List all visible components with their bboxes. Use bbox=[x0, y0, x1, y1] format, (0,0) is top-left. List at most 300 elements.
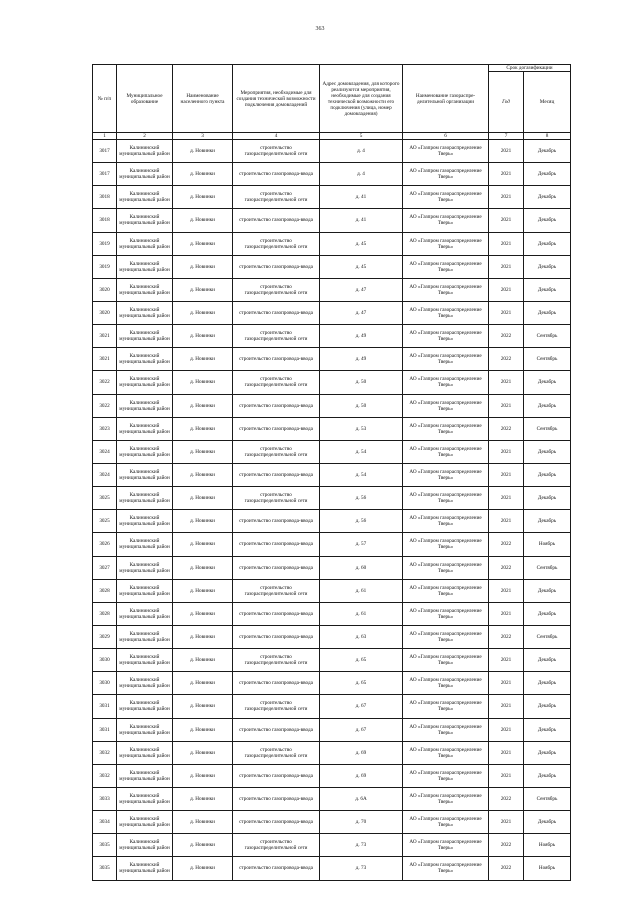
cell-municipality: Калининский муниципальный район bbox=[117, 440, 173, 463]
cell-month: Декабрь bbox=[524, 602, 571, 625]
cell-measure: строительство газопровода-ввода bbox=[233, 718, 320, 741]
cell-address: д. 49 bbox=[320, 325, 403, 348]
cell-measure: строительство газораспределительной сети bbox=[233, 325, 320, 348]
cell-municipality: Калининский муниципальный район bbox=[117, 672, 173, 695]
cell-measure: строительство газопровода-ввода bbox=[233, 811, 320, 834]
cell-settlement: д. Новинки bbox=[173, 764, 233, 787]
cell-measure: строительство газопровода-ввода bbox=[233, 209, 320, 232]
table-row bbox=[93, 811, 571, 834]
cell-year: 2021 bbox=[489, 649, 524, 672]
cell-measure: строительство газопровода-ввода bbox=[233, 672, 320, 695]
cell-month: Декабрь bbox=[524, 371, 571, 394]
cell-year: 2021 bbox=[489, 163, 524, 186]
cell-municipality: Калининский муниципальный район bbox=[117, 487, 173, 510]
table-row bbox=[93, 394, 571, 417]
cell-settlement: д. Новинки bbox=[173, 301, 233, 324]
table-header bbox=[93, 65, 571, 140]
cell-org: АО «Газпром газораспределение Тверь» bbox=[403, 301, 489, 324]
cell-month: Декабрь bbox=[524, 811, 571, 834]
cell-month: Сентябрь bbox=[524, 348, 571, 371]
cell-number: 3018 bbox=[93, 209, 117, 232]
table-row bbox=[93, 417, 571, 440]
cell-municipality: Калининский муниципальный район bbox=[117, 510, 173, 533]
cell-municipality: Калининский муниципальный район bbox=[117, 811, 173, 834]
cell-municipality: Калининский муниципальный район bbox=[117, 579, 173, 602]
cell-settlement: д. Новинки bbox=[173, 278, 233, 301]
table-row bbox=[93, 325, 571, 348]
cell-measure: строительство газопровода-ввода bbox=[233, 533, 320, 556]
cell-municipality: Калининский муниципальный район bbox=[117, 163, 173, 186]
cell-number: 3025 bbox=[93, 487, 117, 510]
cell-settlement: д. Новинки bbox=[173, 255, 233, 278]
header-deadline: Срок догазификации bbox=[489, 65, 571, 72]
cell-org: АО «Газпром газораспределение Тверь» bbox=[403, 811, 489, 834]
cell-number: 3032 bbox=[93, 741, 117, 764]
cell-address: д. 65 bbox=[320, 672, 403, 695]
cell-address: д. 54 bbox=[320, 463, 403, 486]
cell-address: д. 73 bbox=[320, 834, 403, 857]
cell-settlement: д. Новинки bbox=[173, 556, 233, 579]
cell-address: д. 47 bbox=[320, 301, 403, 324]
cell-settlement: д. Новинки bbox=[173, 510, 233, 533]
cell-address: д. 61 bbox=[320, 579, 403, 602]
cell-number: 3028 bbox=[93, 602, 117, 625]
cell-settlement: д. Новинки bbox=[173, 487, 233, 510]
header-org: Наименование газораспре-делительной организации bbox=[403, 65, 489, 133]
schedule-table bbox=[92, 64, 571, 881]
cell-settlement: д. Новинки bbox=[173, 232, 233, 255]
cell-number: 3021 bbox=[93, 325, 117, 348]
table-row bbox=[93, 672, 571, 695]
cell-number: 3024 bbox=[93, 440, 117, 463]
cell-address: д. 60 bbox=[320, 556, 403, 579]
cell-org: АО «Газпром газораспределение Тверь» bbox=[403, 649, 489, 672]
cell-municipality: Калининский муниципальный район bbox=[117, 325, 173, 348]
cell-org: АО «Газпром газораспределение Тверь» bbox=[403, 255, 489, 278]
table-row bbox=[93, 440, 571, 463]
cell-number: 3023 bbox=[93, 417, 117, 440]
cell-settlement: д. Новинки bbox=[173, 857, 233, 880]
cell-month: Ноябрь bbox=[524, 857, 571, 880]
cell-settlement: д. Новинки bbox=[173, 440, 233, 463]
table-row bbox=[93, 741, 571, 764]
cell-number: 3035 bbox=[93, 834, 117, 857]
cell-measure: строительство газораспределительной сети bbox=[233, 649, 320, 672]
cell-org: АО «Газпром газораспределение Тверь» bbox=[403, 232, 489, 255]
cell-municipality: Калининский муниципальный район bbox=[117, 348, 173, 371]
cell-org: АО «Газпром газораспределение Тверь» bbox=[403, 695, 489, 718]
cell-org: АО «Газпром газораспределение Тверь» bbox=[403, 764, 489, 787]
cell-org: АО «Газпром газораспределение Тверь» bbox=[403, 163, 489, 186]
page-number: 363 bbox=[315, 26, 325, 32]
cell-settlement: д. Новинки bbox=[173, 348, 233, 371]
cell-year: 2022 bbox=[489, 834, 524, 857]
cell-org: АО «Газпром газораспределение Тверь» bbox=[403, 209, 489, 232]
header-municipality: Муниципальное образование bbox=[117, 65, 173, 133]
header-num: № п/п bbox=[93, 65, 117, 133]
cell-month: Декабрь bbox=[524, 695, 571, 718]
table-row bbox=[93, 533, 571, 556]
table-row bbox=[93, 232, 571, 255]
cell-settlement: д. Новинки bbox=[173, 394, 233, 417]
cell-settlement: д. Новинки bbox=[173, 163, 233, 186]
cell-settlement: д. Новинки bbox=[173, 718, 233, 741]
cell-year: 2022 bbox=[489, 857, 524, 880]
cell-measure: строительство газораспределительной сети bbox=[233, 579, 320, 602]
header-index-row bbox=[93, 133, 571, 140]
cell-municipality: Калининский муниципальный район bbox=[117, 649, 173, 672]
cell-org: АО «Газпром газораспределение Тверь» bbox=[403, 533, 489, 556]
cell-address: д. 63 bbox=[320, 625, 403, 648]
cell-measure: строительство газораспределительной сети bbox=[233, 186, 320, 209]
table-row bbox=[93, 625, 571, 648]
cell-address: д. 67 bbox=[320, 695, 403, 718]
cell-address: д. 54 bbox=[320, 440, 403, 463]
cell-number: 3033 bbox=[93, 787, 117, 810]
cell-number: 3017 bbox=[93, 140, 117, 163]
table-row bbox=[93, 140, 571, 163]
cell-org: АО «Газпром газораспределение Тверь» bbox=[403, 857, 489, 880]
cell-municipality: Калининский муниципальный район bbox=[117, 834, 173, 857]
cell-year: 2021 bbox=[489, 278, 524, 301]
cell-settlement: д. Новинки bbox=[173, 672, 233, 695]
cell-year: 2021 bbox=[489, 487, 524, 510]
cell-org: АО «Газпром газораспределение Тверь» bbox=[403, 556, 489, 579]
cell-measure: строительство газораспределительной сети bbox=[233, 278, 320, 301]
cell-measure: строительство газораспределительной сети bbox=[233, 140, 320, 163]
cell-settlement: д. Новинки bbox=[173, 533, 233, 556]
cell-number: 3029 bbox=[93, 625, 117, 648]
cell-address: д. 50 bbox=[320, 394, 403, 417]
header-year: Год bbox=[489, 72, 524, 133]
cell-address: д. 45 bbox=[320, 232, 403, 255]
cell-year: 2022 bbox=[489, 533, 524, 556]
cell-year: 2021 bbox=[489, 811, 524, 834]
cell-municipality: Калининский муниципальный район bbox=[117, 301, 173, 324]
cell-municipality: Калининский муниципальный район bbox=[117, 602, 173, 625]
table-row bbox=[93, 718, 571, 741]
cell-address: д. 47 bbox=[320, 278, 403, 301]
cell-year: 2021 bbox=[489, 371, 524, 394]
cell-year: 2021 bbox=[489, 510, 524, 533]
cell-year: 2021 bbox=[489, 440, 524, 463]
cell-year: 2021 bbox=[489, 186, 524, 209]
cell-municipality: Калининский муниципальный район bbox=[117, 857, 173, 880]
cell-month: Декабрь bbox=[524, 278, 571, 301]
table-row bbox=[93, 487, 571, 510]
header-index: 3 bbox=[173, 133, 233, 140]
cell-measure: строительство газопровода-ввода bbox=[233, 394, 320, 417]
cell-org: АО «Газпром газораспределение Тверь» bbox=[403, 718, 489, 741]
cell-org: АО «Газпром газораспределение Тверь» bbox=[403, 325, 489, 348]
cell-org: АО «Газпром газораспределение Тверь» bbox=[403, 394, 489, 417]
cell-month: Декабрь bbox=[524, 394, 571, 417]
cell-address: д. 49 bbox=[320, 348, 403, 371]
header-index: 2 bbox=[117, 133, 173, 140]
cell-address: д. 50 bbox=[320, 371, 403, 394]
cell-settlement: д. Новинки bbox=[173, 741, 233, 764]
cell-measure: строительство газораспределительной сети bbox=[233, 487, 320, 510]
table-row bbox=[93, 163, 571, 186]
cell-month: Декабрь bbox=[524, 510, 571, 533]
cell-measure: строительство газопровода-ввода bbox=[233, 348, 320, 371]
cell-municipality: Калининский муниципальный район bbox=[117, 741, 173, 764]
cell-measure: строительство газопровода-ввода bbox=[233, 510, 320, 533]
cell-address: д. 69 bbox=[320, 741, 403, 764]
table-body bbox=[93, 140, 571, 881]
cell-municipality: Калининский муниципальный район bbox=[117, 232, 173, 255]
cell-year: 2021 bbox=[489, 741, 524, 764]
cell-month: Декабрь bbox=[524, 672, 571, 695]
cell-address: д. 65 bbox=[320, 649, 403, 672]
cell-settlement: д. Новинки bbox=[173, 417, 233, 440]
cell-address: д. 56 bbox=[320, 487, 403, 510]
table-row bbox=[93, 857, 571, 880]
table-row bbox=[93, 556, 571, 579]
cell-measure: строительство газопровода-ввода bbox=[233, 764, 320, 787]
cell-municipality: Калининский муниципальный район bbox=[117, 186, 173, 209]
cell-year: 2021 bbox=[489, 463, 524, 486]
cell-org: АО «Газпром газораспределение Тверь» bbox=[403, 186, 489, 209]
table-row bbox=[93, 255, 571, 278]
cell-year: 2022 bbox=[489, 787, 524, 810]
cell-municipality: Калининский муниципальный район bbox=[117, 394, 173, 417]
cell-settlement: д. Новинки bbox=[173, 695, 233, 718]
cell-municipality: Калининский муниципальный район bbox=[117, 787, 173, 810]
cell-month: Декабрь bbox=[524, 440, 571, 463]
cell-number: 3030 bbox=[93, 649, 117, 672]
cell-number: 3027 bbox=[93, 556, 117, 579]
cell-number: 3018 bbox=[93, 186, 117, 209]
cell-month: Декабрь bbox=[524, 718, 571, 741]
cell-month: Декабрь bbox=[524, 649, 571, 672]
cell-measure: строительство газопровода-ввода bbox=[233, 857, 320, 880]
header-index: 6 bbox=[403, 133, 489, 140]
table-row bbox=[93, 764, 571, 787]
table-row bbox=[93, 209, 571, 232]
cell-number: 3026 bbox=[93, 533, 117, 556]
cell-month: Декабрь bbox=[524, 301, 571, 324]
cell-number: 3032 bbox=[93, 764, 117, 787]
cell-org: АО «Газпром газораспределение Тверь» bbox=[403, 787, 489, 810]
cell-measure: строительство газораспределительной сети bbox=[233, 371, 320, 394]
cell-month: Декабрь bbox=[524, 764, 571, 787]
cell-settlement: д. Новинки bbox=[173, 579, 233, 602]
cell-settlement: д. Новинки bbox=[173, 325, 233, 348]
cell-year: 2021 bbox=[489, 140, 524, 163]
cell-address: д. 45 bbox=[320, 255, 403, 278]
cell-month: Декабрь bbox=[524, 255, 571, 278]
cell-address: д. 41 bbox=[320, 186, 403, 209]
cell-year: 2021 bbox=[489, 672, 524, 695]
cell-municipality: Калининский муниципальный район bbox=[117, 255, 173, 278]
header-index: 4 bbox=[233, 133, 320, 140]
cell-month: Декабрь bbox=[524, 209, 571, 232]
cell-municipality: Калининский муниципальный район bbox=[117, 625, 173, 648]
cell-org: АО «Газпром газораспределение Тверь» bbox=[403, 371, 489, 394]
cell-year: 2021 bbox=[489, 301, 524, 324]
cell-municipality: Калининский муниципальный район bbox=[117, 417, 173, 440]
cell-address: д. 4 bbox=[320, 163, 403, 186]
cell-settlement: д. Новинки bbox=[173, 811, 233, 834]
cell-address: д. 41 bbox=[320, 209, 403, 232]
cell-org: АО «Газпром газораспределение Тверь» bbox=[403, 834, 489, 857]
cell-measure: строительство газораспределительной сети bbox=[233, 741, 320, 764]
cell-address: д. 57 bbox=[320, 533, 403, 556]
cell-settlement: д. Новинки bbox=[173, 209, 233, 232]
cell-number: 3017 bbox=[93, 163, 117, 186]
cell-municipality: Калининский муниципальный район bbox=[117, 140, 173, 163]
cell-settlement: д. Новинки bbox=[173, 649, 233, 672]
cell-address: д. 4 bbox=[320, 140, 403, 163]
header-address: Адрес домовладения, для которого реализуются мероприятия, необходимые для создания технической возможности его подключения (улица, номер домовладения) bbox=[320, 65, 403, 133]
cell-month: Декабрь bbox=[524, 232, 571, 255]
cell-year: 2021 bbox=[489, 255, 524, 278]
cell-measure: строительство газораспределительной сети bbox=[233, 440, 320, 463]
table-row bbox=[93, 463, 571, 486]
cell-address: д. 61 bbox=[320, 602, 403, 625]
cell-settlement: д. Новинки bbox=[173, 140, 233, 163]
cell-year: 2021 bbox=[489, 718, 524, 741]
cell-year: 2022 bbox=[489, 325, 524, 348]
cell-municipality: Калининский муниципальный район bbox=[117, 371, 173, 394]
cell-number: 3022 bbox=[93, 394, 117, 417]
cell-settlement: д. Новинки bbox=[173, 834, 233, 857]
cell-measure: строительство газопровода-ввода bbox=[233, 625, 320, 648]
cell-settlement: д. Новинки bbox=[173, 625, 233, 648]
cell-number: 3025 bbox=[93, 510, 117, 533]
table-row bbox=[93, 649, 571, 672]
cell-number: 3021 bbox=[93, 348, 117, 371]
cell-year: 2021 bbox=[489, 232, 524, 255]
cell-month: Декабрь bbox=[524, 579, 571, 602]
cell-year: 2021 bbox=[489, 209, 524, 232]
table-row bbox=[93, 787, 571, 810]
cell-address: д. 69 bbox=[320, 764, 403, 787]
cell-month: Ноябрь bbox=[524, 533, 571, 556]
cell-number: 3028 bbox=[93, 579, 117, 602]
cell-number: 3022 bbox=[93, 371, 117, 394]
cell-measure: строительство газопровода-ввода bbox=[233, 163, 320, 186]
cell-org: АО «Газпром газораспределение Тверь» bbox=[403, 440, 489, 463]
cell-number: 3035 bbox=[93, 857, 117, 880]
cell-settlement: д. Новинки bbox=[173, 463, 233, 486]
cell-month: Сентябрь bbox=[524, 625, 571, 648]
cell-municipality: Калининский муниципальный район bbox=[117, 278, 173, 301]
header-index: 8 bbox=[524, 133, 571, 140]
cell-org: АО «Газпром газораспределение Тверь» bbox=[403, 579, 489, 602]
cell-address: д. 53 bbox=[320, 417, 403, 440]
cell-year: 2022 bbox=[489, 625, 524, 648]
cell-measure: строительство газопровода-ввода bbox=[233, 301, 320, 324]
cell-number: 3031 bbox=[93, 695, 117, 718]
cell-year: 2021 bbox=[489, 695, 524, 718]
cell-month: Сентябрь bbox=[524, 325, 571, 348]
cell-month: Декабрь bbox=[524, 463, 571, 486]
cell-municipality: Калининский муниципальный район bbox=[117, 209, 173, 232]
cell-measure: строительство газопровода-ввода bbox=[233, 602, 320, 625]
cell-measure: строительство газопровода-ввода bbox=[233, 255, 320, 278]
cell-org: АО «Газпром газораспределение Тверь» bbox=[403, 510, 489, 533]
cell-municipality: Калининский муниципальный район bbox=[117, 764, 173, 787]
table-row bbox=[93, 186, 571, 209]
table-row bbox=[93, 348, 571, 371]
cell-measure: строительство газопровода-ввода bbox=[233, 417, 320, 440]
table-row bbox=[93, 602, 571, 625]
cell-number: 3019 bbox=[93, 232, 117, 255]
cell-year: 2022 bbox=[489, 348, 524, 371]
cell-org: АО «Газпром газораспределение Тверь» bbox=[403, 672, 489, 695]
table-row bbox=[93, 371, 571, 394]
cell-month: Декабрь bbox=[524, 140, 571, 163]
cell-measure: строительство газопровода-ввода bbox=[233, 556, 320, 579]
cell-number: 3020 bbox=[93, 278, 117, 301]
table-row bbox=[93, 278, 571, 301]
cell-org: АО «Газпром газораспределение Тверь» bbox=[403, 463, 489, 486]
cell-org: АО «Газпром газораспределение Тверь» bbox=[403, 741, 489, 764]
cell-year: 2021 bbox=[489, 579, 524, 602]
cell-org: АО «Газпром газораспределение Тверь» bbox=[403, 487, 489, 510]
cell-settlement: д. Новинки bbox=[173, 371, 233, 394]
cell-org: АО «Газпром газораспределение Тверь» bbox=[403, 602, 489, 625]
cell-number: 3020 bbox=[93, 301, 117, 324]
cell-year: 2021 bbox=[489, 394, 524, 417]
cell-month: Декабрь bbox=[524, 487, 571, 510]
header-index: 1 bbox=[93, 133, 117, 140]
table-row bbox=[93, 301, 571, 324]
cell-org: АО «Газпром газораспределение Тверь» bbox=[403, 348, 489, 371]
cell-measure: строительство газораспределительной сети bbox=[233, 232, 320, 255]
header-settlement: Наименование населенного пункта bbox=[173, 65, 233, 133]
cell-month: Сентябрь bbox=[524, 556, 571, 579]
cell-measure: строительство газораспределительной сети bbox=[233, 834, 320, 857]
cell-settlement: д. Новинки bbox=[173, 186, 233, 209]
cell-year: 2021 bbox=[489, 602, 524, 625]
cell-municipality: Калининский муниципальный район bbox=[117, 533, 173, 556]
cell-month: Сентябрь bbox=[524, 417, 571, 440]
table-row bbox=[93, 579, 571, 602]
cell-settlement: д. Новинки bbox=[173, 787, 233, 810]
cell-municipality: Калининский муниципальный район bbox=[117, 463, 173, 486]
table-row bbox=[93, 510, 571, 533]
cell-address: д. 67 bbox=[320, 718, 403, 741]
cell-year: 2021 bbox=[489, 764, 524, 787]
cell-municipality: Калининский муниципальный район bbox=[117, 695, 173, 718]
cell-number: 3019 bbox=[93, 255, 117, 278]
table-row bbox=[93, 834, 571, 857]
cell-year: 2022 bbox=[489, 556, 524, 579]
cell-address: д. 70 bbox=[320, 811, 403, 834]
cell-month: Декабрь bbox=[524, 163, 571, 186]
cell-measure: строительство газораспределительной сети bbox=[233, 695, 320, 718]
cell-month: Ноябрь bbox=[524, 834, 571, 857]
cell-number: 3034 bbox=[93, 811, 117, 834]
header-index: 5 bbox=[320, 133, 403, 140]
cell-month: Декабрь bbox=[524, 741, 571, 764]
cell-org: АО «Газпром газораспределение Тверь» bbox=[403, 140, 489, 163]
cell-measure: строительство газопровода-ввода bbox=[233, 787, 320, 810]
cell-org: АО «Газпром газораспределение Тверь» bbox=[403, 625, 489, 648]
cell-settlement: д. Новинки bbox=[173, 602, 233, 625]
cell-org: АО «Газпром газораспределение Тверь» bbox=[403, 278, 489, 301]
cell-month: Сентябрь bbox=[524, 787, 571, 810]
cell-municipality: Калининский муниципальный район bbox=[117, 556, 173, 579]
cell-number: 3030 bbox=[93, 672, 117, 695]
cell-address: д. 56 bbox=[320, 510, 403, 533]
table-row bbox=[93, 695, 571, 718]
header-measures: Мероприятия, необходимые для создания технической возможности подключения домовладений bbox=[233, 65, 320, 133]
header-index: 7 bbox=[489, 133, 524, 140]
